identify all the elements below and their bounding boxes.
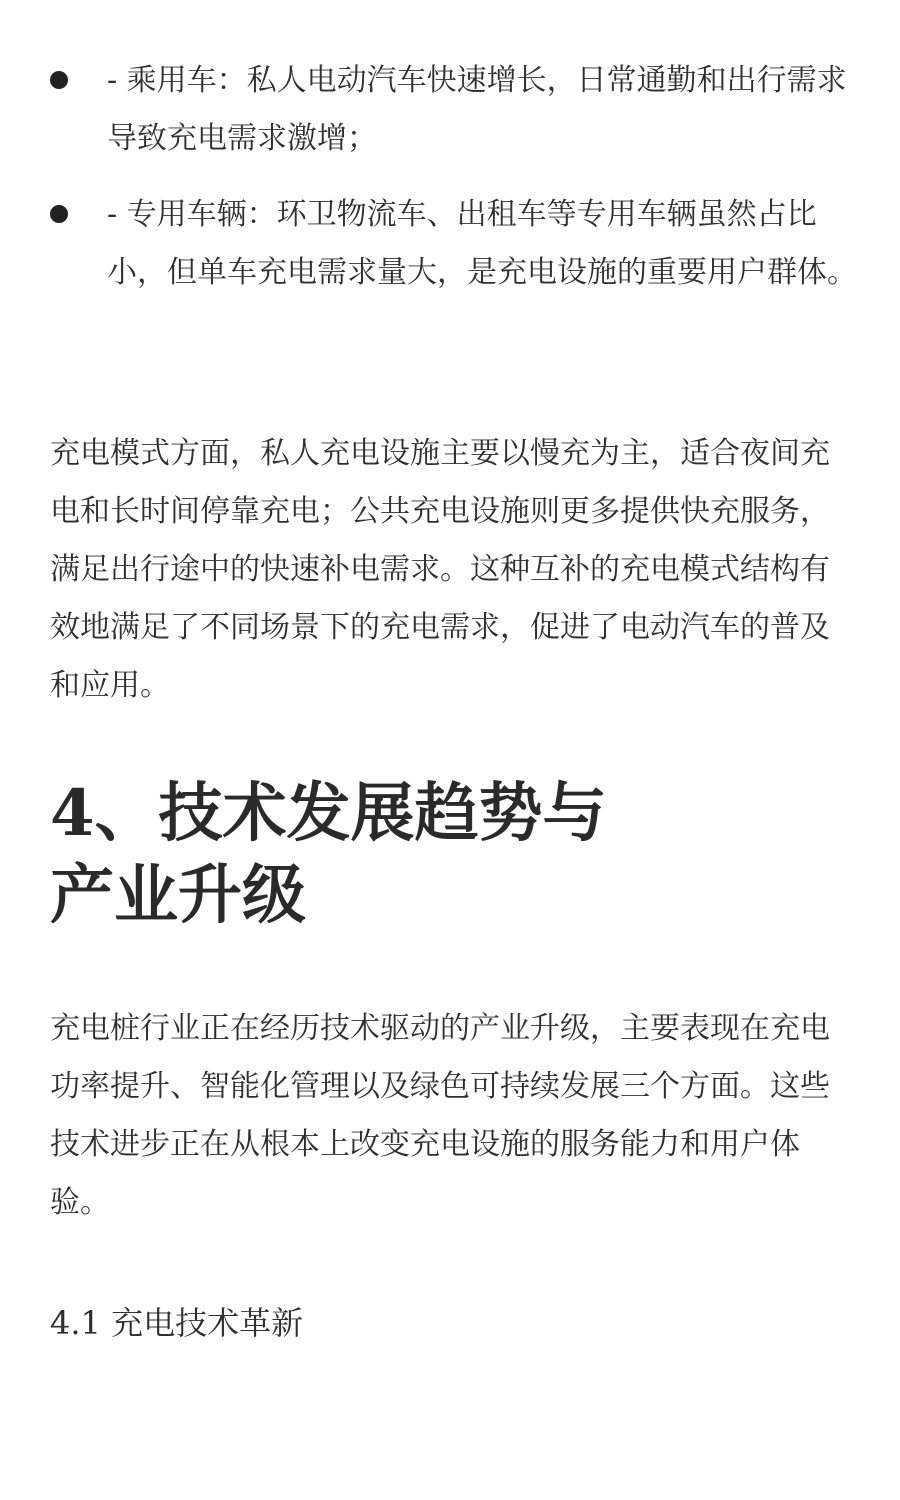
sub-heading: 4.1 充电技术革新 — [50, 1304, 304, 1342]
section-heading: 4、技术发展趋势与产业升级 — [50, 776, 607, 933]
list-item-special-vehicle — [50, 186, 860, 302]
list-item-passenger-car — [50, 52, 860, 168]
list-item-text: - 乘用车：私人电动汽车快速增长，日常通勤和出行需求导致充电需求激增； — [107, 63, 847, 156]
industry-upgrade-paragraph: 充电桩行业正在经历技术驱动的产业升级，主要表现在充电功率提升、智能化管理以及绿色可持续发展三个方面。这些技术进步正在从根本上改变充电设施的服务能力和用户体验。 — [50, 1011, 830, 1220]
vehicle-type-list — [50, 52, 860, 320]
list-item-text: - 专用车辆：环卫物流车、出租车等专用车辆虽然占比小，但单车充电需求量大，是充电设施的重要用户群体。 — [107, 197, 857, 290]
bullet-dot-icon — [50, 205, 68, 223]
charging-mode-paragraph: 充电模式方面，私人充电设施主要以慢充为主，适合夜间充电和长时间停靠充电；公共充电设施则更多提供快充服务，满足出行途中的快速补电需求。这种互补的充电模式结构有效地满足了不同场景下的充电需求，促进了电动汽车的普及和应用。 — [50, 436, 830, 703]
bullet-dot-icon — [50, 71, 68, 89]
